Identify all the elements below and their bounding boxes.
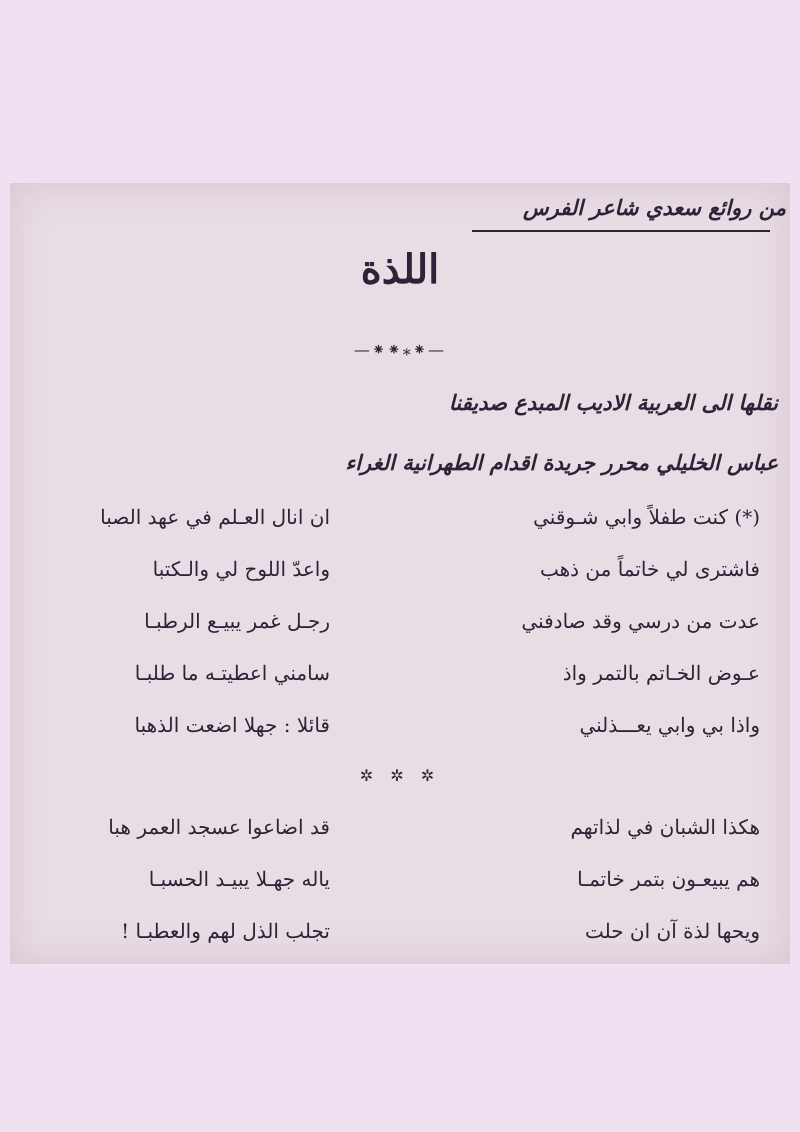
verse-right: واذا بي وابي يعـــذلني bbox=[579, 713, 760, 737]
translator-line-1: نقلها الى العربية الاديب المبدع صديقنا bbox=[448, 390, 778, 415]
verse-right: عـوض الخـاتم بالتمر واذ bbox=[562, 661, 760, 685]
verse-right: فاشترى لي خاتماً من ذهب bbox=[539, 557, 760, 581]
verse-left: قائلا : جهلا اضعت الذهبا bbox=[134, 713, 330, 737]
verse-left: قد اضاعوا عسجد العمر هبا bbox=[108, 815, 330, 839]
verse-right: (*) كنت طفلاً وابي شـوقني bbox=[533, 505, 760, 529]
verse-left: رجـل غمر يبيـع الرطبـا bbox=[144, 609, 330, 633]
source-underline bbox=[472, 230, 770, 232]
verse-right: عدت من درسي وقد صادفني bbox=[521, 609, 760, 633]
poem-title: اللذة bbox=[360, 246, 440, 293]
verse-left: واعدّ اللوح لي والـكتبا bbox=[152, 557, 330, 581]
verse-right: ويحها لذة آن ان حلت bbox=[584, 919, 760, 943]
verse-left: تجلب الذل لهم والعطبـا ! bbox=[121, 919, 330, 943]
verse-left: سامني اعطيتـه ما طلبـا bbox=[134, 661, 330, 685]
verse-left: ياله جهـلا يبيـد الحسبـا bbox=[148, 867, 330, 891]
verse-left: ان انال العـلم في عهد الصبا bbox=[100, 505, 330, 529]
source-line: من روائع سعدي شاعر الفرس bbox=[523, 195, 786, 220]
translator-line-2: عباس الخليلي محرر جريدة اقدام الطهرانية الغراء bbox=[345, 450, 778, 475]
title-ornament: —⁕⁕⁎⁕— bbox=[353, 340, 447, 359]
verse-right: هكذا الشبان في لذاتهم bbox=[570, 815, 760, 839]
verse-right: هم يبيعـون بتمر خاتمـا bbox=[577, 867, 760, 891]
stanza-separator: ✲ ✲ ✲ bbox=[359, 766, 441, 785]
